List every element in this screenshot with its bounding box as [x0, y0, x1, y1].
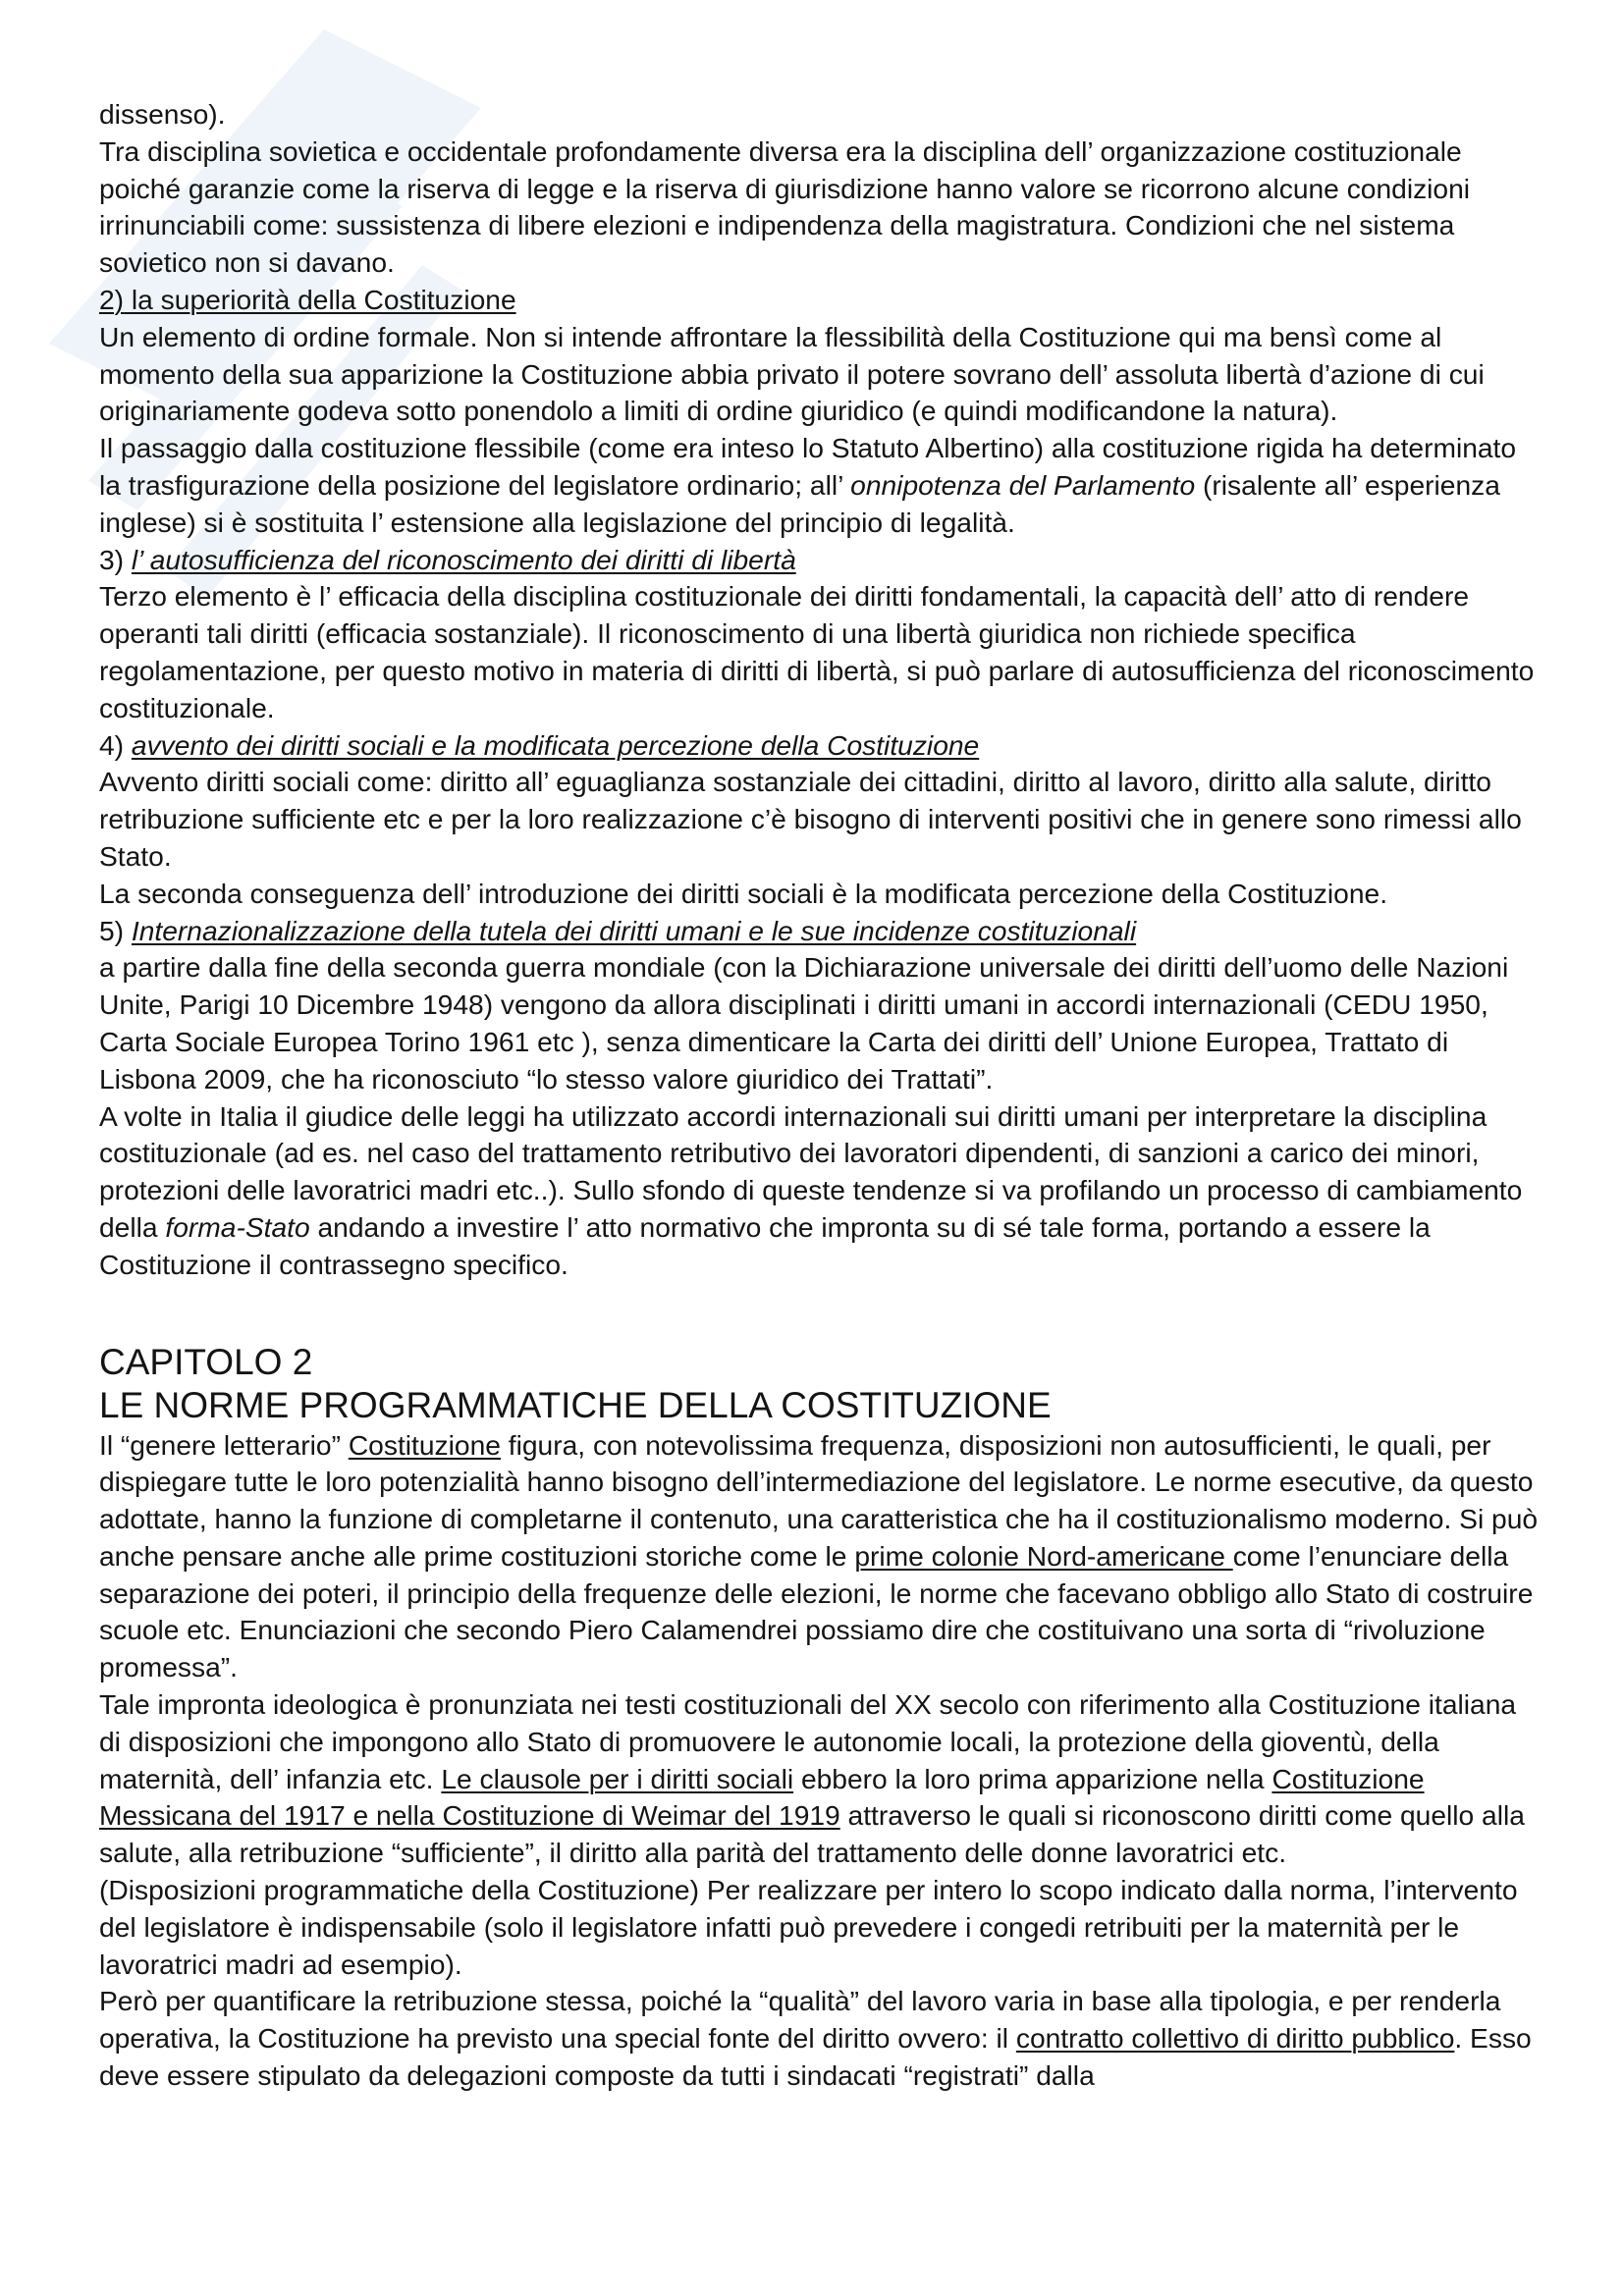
paragraph: Terzo elemento è l’ efficacia della disciplina costituzionale dei diritti fondamentali, la capacità dell’ atto di rendere operanti tali diritti (efficacia sostanziale). Il riconoscimento di una libertà giuridica non richiede specifica regolamentazione, per questo motivo in materia di diritti di libertà, si può parlare di autosufficienza del riconoscimento costituzionale.: [99, 580, 1535, 723]
chapter-title: LE NORME PROGRAMMATICHE DELLA COSTITUZIONE: [99, 1384, 1052, 1425]
section-number: 5): [99, 914, 132, 946]
text-run: . Esso deve essere stipulato da delegazioni composte da tutti i sindacati “registrati” dalla: [99, 2022, 1532, 2092]
text-run: (risalente all’ esperienza inglese) si è sostituita l’ estensione alla legislazione del principio di legalità.: [99, 468, 1500, 538]
text-run: ebbero la loro prima apparizione nella: [793, 1762, 1272, 1794]
text-run: come l’enunciare della separazione dei poteri, il principio della frequenze delle elezioni, le norme che facevano obbligo allo Stato di costruire scuole etc. Enunciazioni che secondo Piero Calamendrei possiamo dire che costituivano una sorta di “rivoluzione promessa”.: [99, 1539, 1534, 1683]
underlined-term: prime colonie Nord-americane: [854, 1539, 1233, 1572]
paragraph: (Disposizioni programmatiche della Costituzione) Per realizzare per intero lo scopo indicato dalla norma, l’intervento del legislatore è indispensabile (solo il legislatore infatti può prevedere i congedi retribuiti per la maternità per le lavoratrici madri ad esempio).: [99, 1874, 1518, 1980]
paragraph: [99, 430, 1542, 541]
section-title: Internazionalizzazione della tutela dei diritti umani e le sue incidenze costituzionali: [131, 914, 1137, 946]
text-run: Tale impronta ideologica è pronunziata nei testi costituzionali del XX secolo con riferimento alla Costituzione italiana di disposizioni che impongono allo Stato di promuovere le autonomie locali, la protezione della gioventù, della maternità, dell’ infanzia etc.: [99, 1688, 1517, 1794]
paragraph: [99, 1686, 1542, 1872]
paragraph: [99, 1983, 1542, 2094]
section-heading: [99, 727, 1542, 765]
text-run: A volte in Italia il giudice delle leggi ha utilizzato accordi internazionali sui diritti umani per interpretare la disciplina costituzionale (ad es. nel caso del trattamento retributivo dei lavoratori dipendenti, di sanzioni a carico dei minori, protezioni delle lavoratrici madri etc..). Sullo sfondo di queste tendenze si va profilando un processo di cambiamento della: [99, 1099, 1523, 1243]
underlined-term: Costituzione Messicana del 1917 e nella Costituzione di Weimar del 1919: [99, 1762, 1425, 1832]
section-number: 2): [99, 283, 125, 315]
underlined-term: Le clausole per i diritti sociali: [441, 1762, 794, 1794]
paragraph: Tra disciplina sovietica e occidentale profondamente diversa era la disciplina dell’ organizzazione costituzionale poiché garanzie come la riserva di legge e la riserva di giurisdizione hanno valore se ricorrono alcune condizioni irrinunciabili come: sussistenza di libere elezioni e indipendenza della magistratura. Condizioni che nel sistema sovietico non si davano.: [99, 134, 1471, 279]
italic-term: forma-Stato: [165, 1210, 310, 1243]
section-number: 3): [99, 543, 132, 575]
chapter-header: [99, 1341, 1542, 1427]
text-run: Però per quantificare la retribuzione stessa, poiché la “qualità” del lavoro varia in base alla tipologia, e per renderla operativa, la Costituzione ha previsto una special fonte del diritto ovvero: il: [99, 1985, 1501, 2055]
section-heading: [99, 282, 1542, 319]
section-title: la superiorità della Costituzione: [124, 283, 516, 315]
text-run: attraverso le quali si riconoscono diritti come quello alla salute, alla retribuzione “sufficiente”, il diritto alla parità del trattamento delle donne lavoratrici etc.: [99, 1799, 1525, 1869]
paragraph: [99, 1098, 1542, 1284]
paragraph: Avvento diritti sociali come: diritto all’ eguaglianza sostanziale dei cittadini, diritto al lavoro, diritto alla salute, diritto retribuzione sufficiente etc e per la loro realizzazione c’è bisogno di interventi positivi che in genere sono rimessi allo Stato.: [99, 766, 1522, 872]
text-run: andando a investire l’ atto normativo che impronta su di sé tale forma, portando a essere la Costituzione il contrassegno specifico.: [99, 1210, 1431, 1280]
underlined-term: Costituzione: [348, 1428, 501, 1461]
paragraph: dissenso).: [99, 98, 226, 130]
text-run: Il passaggio dalla costituzione flessibile (come era inteso lo Statuto Albertino) alla costituzione rigida ha determinato la trasfigurazione della posizione del legislatore ordinario; all’: [99, 432, 1517, 501]
document-page: [99, 96, 1542, 2095]
text-run: Il “genere letterario”: [99, 1428, 349, 1461]
chapter-label: CAPITOLO 2: [99, 1341, 313, 1382]
section-title: l’ autosufficienza del riconoscimento dei diritti di libertà: [131, 543, 796, 575]
paragraph: La seconda conseguenza dell’ introduzione dei diritti sociali è la modificata percezione della Costituzione.: [99, 877, 1388, 909]
paragraph: a partire dalla fine della seconda guerra mondiale (con la Dichiarazione universale dei diritti dell’uomo delle Nazioni Unite, Parigi 10 Dicembre 1948) vengono da allora disciplinati i diritti umani in accordi internazionali (CEDU 1950, Carta Sociale Europea Torino 1961 etc ), senza dimenticare la Carta dei diritti dell’ Unione Europea, Trattato di Lisbona 2009, che ha riconosciuto “lo stesso valore giuridico dei Trattati”.: [99, 951, 1509, 1095]
paragraph: Un elemento di ordine formale. Non si intende affrontare la flessibilità della Costituzione qui ma bensì come al momento della sua apparizione la Costituzione abbia privato il potere sovrano dell’ assoluta libertà d’azione di cui originariamente godeva sotto ponendolo a limiti di ordine giuridico (e quindi modificandone la natura).: [99, 320, 1485, 427]
paragraph: [99, 1427, 1542, 1687]
text-run: figura, con notevolissima frequenza, disposizioni non autosufficienti, le quali, per dispiegare tutte le loro potenzialità hanno bisogno dell’intermediazione del legislatore. Le norme esecutive, da questo adottate, hanno la funzione di completarne il contenuto, una caratteristica che ha il costituzionalismo moderno. Si può anche pensare anche alle prime costituzioni storiche come le: [99, 1428, 1539, 1572]
underlined-term: contratto collettivo di diritto pubblico: [1015, 2022, 1455, 2055]
section-heading: [99, 913, 1542, 950]
section-number: 4): [99, 728, 132, 761]
italic-term: onnipotenza del Parlamento: [850, 468, 1196, 501]
section-title: avvento dei diritti sociali e la modificata percezione della Costituzione: [131, 728, 980, 761]
section-heading: [99, 542, 1542, 579]
